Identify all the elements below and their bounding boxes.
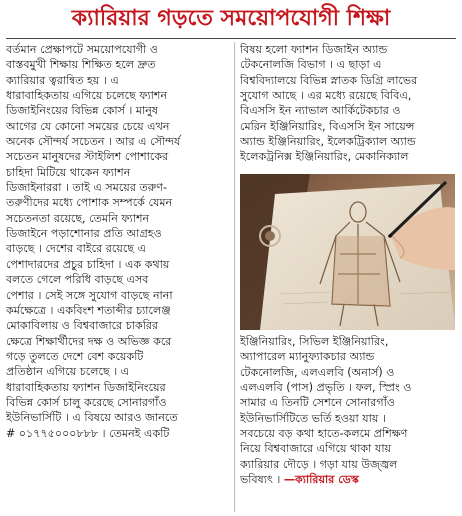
text-line: টেকনোলজি বিভাগ । এ ছাড়া এ	[240, 58, 382, 72]
text-line: বাস্তবমুখী শিক্ষায় শিক্ষিত হলে দ্রুত	[6, 58, 156, 72]
text-line: ইউনিভার্সিটি । এ বিষয়ে আরও জানতে	[6, 411, 178, 425]
text-line: পেশার । সেই সঙ্গে সুযোগ বাড়ছে নানা	[6, 288, 173, 302]
text-line: ইলেকট্রনিক্স ইঞ্জিনিয়ারিং, মেকানিক্যাল	[240, 150, 409, 164]
column-divider	[234, 42, 235, 512]
text-line: নিয়ে বিশ্ববাজারে এগিয়ে থাকা যায়	[240, 442, 392, 456]
text-line: ডিজাইনে পড়াশোনার প্রতি আগ্রহও	[6, 227, 162, 241]
text-line: ধারাবাহিকতায় ফ্যাশন ডিজাইনিংয়ের	[6, 380, 166, 394]
text-line: সচেতনতা রয়েছে, তেমনি ফ্যাশন	[6, 211, 150, 225]
text-line: বলতে গেলে পরিধি বাড়ছে এসব	[6, 273, 149, 287]
text-line: কর্মক্ষেত্রে । একবিংশ শতাব্দীর চ্যালেঞ্জ	[6, 303, 171, 317]
text-line: ধারাবাহিকতায় এগিয়ে চলেছে ফ্যাশন	[6, 89, 168, 103]
text-line: সুযোগ আছে । এর মধ্যে রয়েছে বিবিএ,	[240, 89, 412, 103]
left-column	[6, 42, 231, 441]
text-line: ক্ষেত্রে শিক্ষার্থীদের দক্ষ ও অভিজ্ঞ করে	[6, 334, 172, 348]
text-line: ডিজাইনাররা । তাই এ সময়ের তরুণ-	[6, 181, 167, 195]
text-line: # ০১৭৭৫০০০৮৮৮ । তেমনই একটি	[6, 426, 170, 440]
text-line: বাড়ছে । দেশের বাইরে রয়েছে এ	[6, 242, 146, 256]
fashion-design-photo	[240, 174, 455, 330]
text-line: সচেতন মানুষদের স্টাইলিশ পোশাকের	[6, 150, 169, 164]
text-line: চাহিদা মিটিয়ে থাকেন ফ্যাশন	[6, 165, 131, 179]
text-line: ক্যারিয়ার ত্বরান্বিত হয় । এ	[6, 73, 119, 87]
text-line: সামার এ তিনটি সেশনে সোনারগাঁও	[240, 396, 396, 410]
text-line: ইউনিভার্সিটিতে ভর্তি হওয়া যায় ।	[240, 411, 386, 425]
text-line: বিষয় হলো ফ্যাশন ডিজাইন অ্যান্ড	[240, 43, 388, 56]
text-line: তরুণীদের মধ্যে পোশাক সম্পর্কে যেমন	[6, 196, 173, 210]
text-line: পেশাদারদের প্রচুর চাহিদা । এক কথায়	[6, 257, 170, 271]
text-line: সবচেয়ে বড় কথা হাতে-কলমে প্রশিক্ষণ	[240, 427, 408, 441]
byline: —ক্যারিয়ার ডেস্ক	[283, 473, 359, 487]
right-column-bottom	[240, 334, 460, 487]
text-line: বিএসসি ইন ন্যাভাল আর্কিটেকচার ও	[240, 104, 401, 118]
text-line: আগের যে কোনো সময়ের চেয়ে এখন	[6, 119, 170, 133]
text-line: ডিজাইনিংয়ের বিভিন্ন কোর্স । মানুষ	[6, 104, 159, 118]
text-line: বিভিন্ন কোর্স চালু করেছে সোনারগাঁও	[6, 395, 167, 409]
text-line: অ্যান্ড ইঞ্জিনিয়ারিং, ইলেকট্রিক্যাল অ্যান্ড	[240, 135, 416, 149]
text-line: মোকাবিলায় ও বিশ্ববাজারে চাকরির	[6, 319, 159, 333]
headline-rule	[6, 38, 456, 39]
text-line: বিশ্ববিদ্যালয়ে বিভিন্ন স্নাতক ডিগ্রি লাভের	[240, 73, 418, 87]
text-line: প্রতিষ্ঠান এগিয়ে চলেছে । এ	[6, 365, 130, 379]
right-column-top	[240, 42, 460, 165]
article-headline: ক্যারিয়ার গড়তে সময়োপযোগী শিক্ষা	[71, 6, 391, 31]
text-line: টেকনোলজি, এলএলবি (অনার্স) ও	[240, 365, 395, 379]
text-line: গড়ে তুলতে দেশে বেশ কয়েকটি	[6, 349, 144, 363]
text-line: মেরিন ইঞ্জিনিয়ারিং, বিএসসি ইন সায়েন্স	[240, 119, 415, 133]
text-line: অনেক সৌন্দর্য সচেতন । আর এ সৌন্দর্য	[6, 135, 181, 149]
text-line: বর্তমান প্রেক্ষাপটে সময়োপযোগী ও	[6, 43, 158, 56]
text-line: ইঞ্জিনিয়ারিং, সিভিল ইঞ্জিনিয়ারিং,	[240, 335, 389, 348]
text-line: এলএলবি (পাস) প্রভৃতি । ফল, স্প্রিং ও	[240, 381, 412, 395]
text-fragment: ভবিষ্যৎ ।	[240, 473, 281, 487]
text-line: ক্যারিয়ার দৌড়ে । গড়া যায় উজ্জ্বল	[240, 457, 398, 471]
final-line	[240, 472, 460, 487]
text-line: অ্যাপারেল ম্যানুফ্যাকচার অ্যান্ড	[240, 350, 375, 364]
